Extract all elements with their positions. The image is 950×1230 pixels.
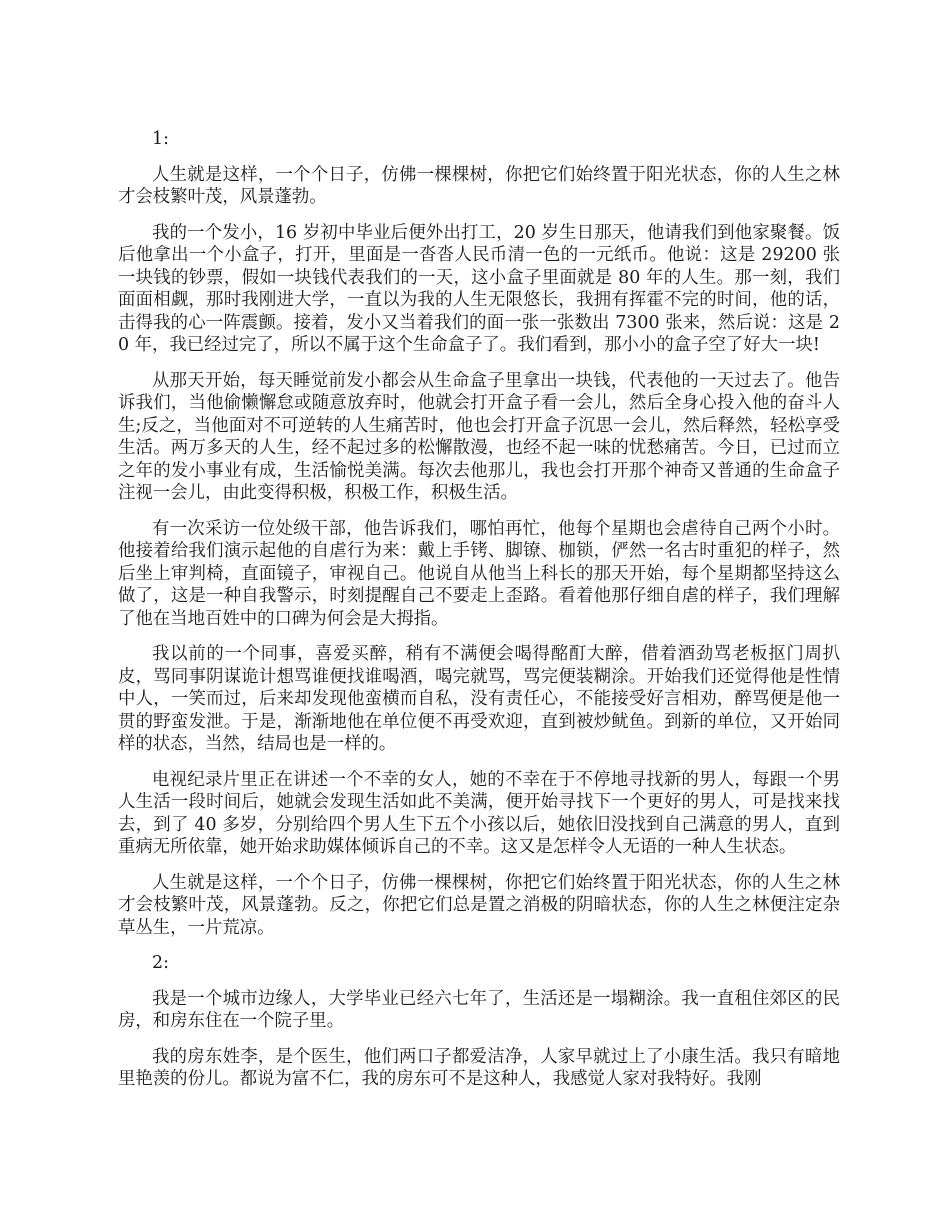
document-page: [118, 128, 840, 1104]
section-2: [118, 952, 840, 1091]
paragraph: 我以前的一个同事，喜爱买醉，稍有不满便会喝得酩酊大醉，借着酒劲骂老板抠门周扒皮，骂同事阴谋诡计想骂谁便找谁喝酒，喝完就骂，骂完便装糊涂。开始我们还觉得他是性情中人，一笑而过，后来却发现他蛮横而自私，没有责任心，不能接受好言相劝，醉骂便是他一贯的野蛮发泄。于是，渐渐地他在单位便不再受欢迎，直到被炒鱿鱼。到新的单位，又开始同样的状态，当然，结局也是一样的。: [118, 644, 840, 754]
paragraph: 人生就是这样，一个个日子，仿佛一棵棵树，你把它们始终置于阳光状态，你的人生之林才会枝繁叶茂，风景蓬勃。: [118, 164, 840, 207]
paragraph: 从那天开始，每天睡觉前发小都会从生命盒子里拿出一块钱，代表他的一天过去了。他告诉我们，当他偷懒懈怠或随意放弃时，他就会打开盒子看一会儿，然后全身心投入他的奋斗人生;反之，当他面对不可逆转的人生痛苦时，他也会打开盒子沉思一会儿，然后释然，轻松享受生活。两万多天的人生，经不起过多的松懈散漫，也经不起一味的忧愁痛苦。今日，已过而立之年的发小事业有成，生活愉悦美满。每次去他那儿，我也会打开那个神奇又普通的生命盒子注视一会儿，由此变得积极，积极工作，积极生活。: [118, 370, 840, 503]
paragraph: 电视纪录片里正在讲述一个不幸的女人，她的不幸在于不停地寻找新的男人，每跟一个男人生活一段时间后，她就会发现生活如此不美满，便开始寻找下一个更好的男人，可是找来找去，到了 40 多岁，分别给四个男人生下五个小孩以后，她依旧没找到自己满意的男人，直到重病无所依靠，她开始求助媒体倾诉自己的不幸。这又是怎样令人无语的一种人生状态。: [118, 769, 840, 857]
section-heading: 2:: [152, 953, 169, 973]
paragraph: 我的一个发小，16 岁初中毕业后便外出打工，20 岁生日那天，他请我们到他家聚餐。饭后他拿出一个小盒子，打开，里面是一沓沓人民币清一色的一元纸币。他说：这是 29200 张一块钱的钞票，假如一块钱代表我们的一天，这小盒子里面就是 80 年的人生。那一刻，我们面面相觑，那时我刚进大学，一直以为我的人生无限悠长，我拥有挥霍不完的时间，他的话，击得我的心一阵震颤。接着，发小又当着我们的面一张一张数出 7300 张来，然后说：这是 20 年，我已经过完了，所以不属于这个生命盒子了。我们看到，那小小的盒子空了好大一块!: [118, 222, 840, 355]
section-1: [118, 128, 840, 939]
paragraph: 有一次采访一位处级干部，他告诉我们，哪怕再忙，他每个星期也会虐待自己两个小时。他接着给我们演示起他的自虐行为来：戴上手铐、脚镣、枷锁，俨然一名古时重犯的样子，然后坐上审判椅，直面镜子，审视自己。他说自从他当上科长的那天开始，每个星期都坚持这么做了，这是一种自我警示，时刻提醒自己不要走上歪路。看着他那仔细自虐的样子，我们理解了他在当地百姓中的口碑为何会是大拇指。: [118, 518, 840, 629]
paragraph: 我的房东姓李，是个医生，他们两口子都爱洁净，人家早就过上了小康生活。我只有暗地里艳羡的份儿。都说为富不仁，我的房东可不是这种人，我感觉人家对我特好。我刚: [118, 1046, 840, 1089]
section-heading: 1:: [152, 129, 169, 149]
paragraph: 我是一个城市边缘人，大学毕业已经六七年了，生活还是一塌糊涂。我一直租住郊区的民房，和房东住在一个院子里。: [118, 988, 840, 1031]
paragraph: 人生就是这样，一个个日子，仿佛一棵棵树，你把它们始终置于阳光状态，你的人生之林才会枝繁叶茂，风景蓬勃。反之，你把它们总是置之消极的阴暗状态，你的人生之林便注定杂草丛生，一片荒凉。: [118, 872, 840, 938]
